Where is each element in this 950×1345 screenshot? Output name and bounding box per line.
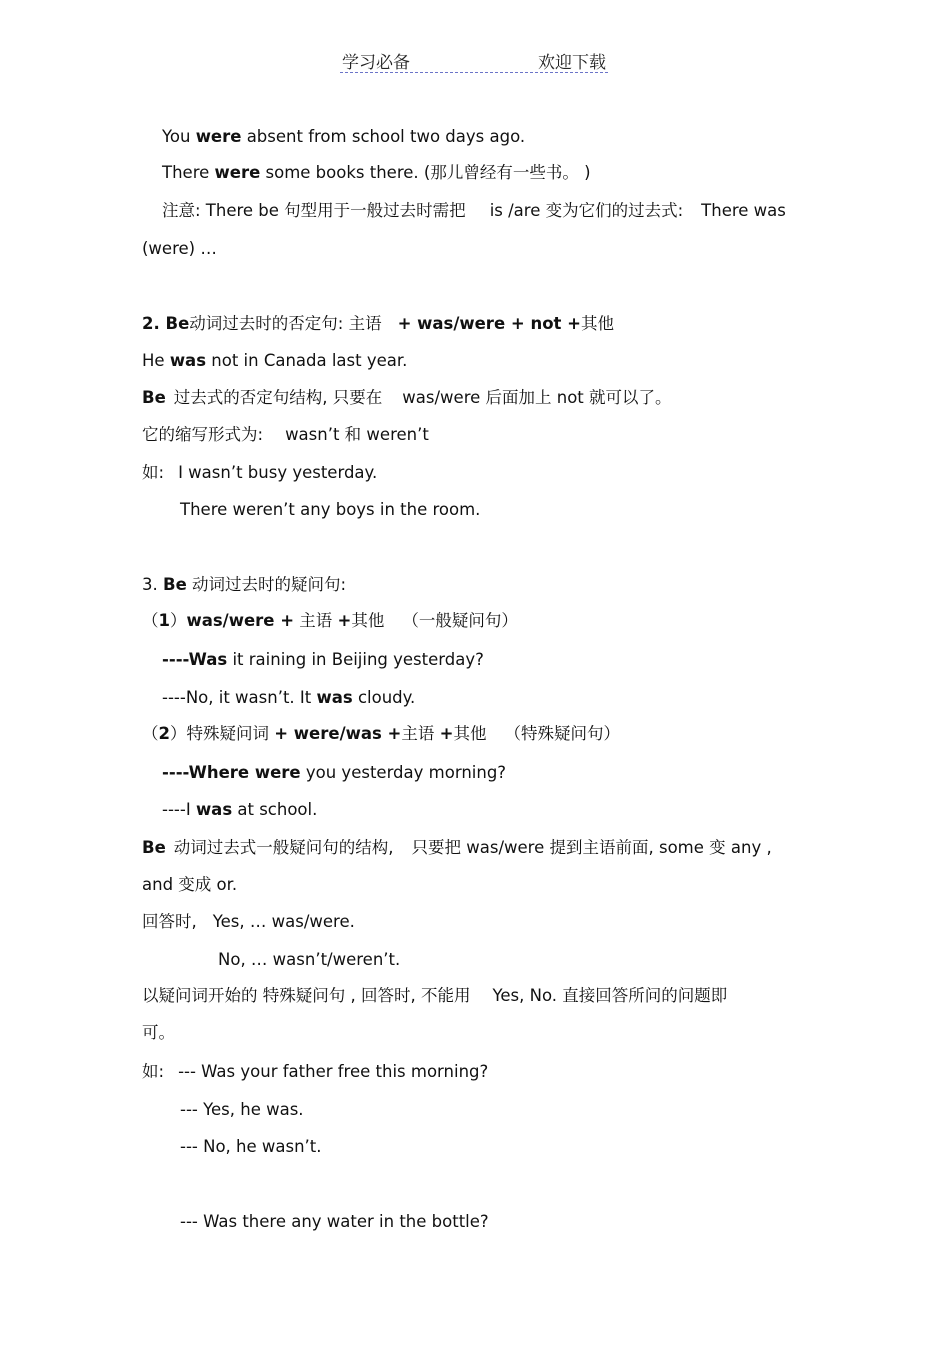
bold-text: ----Was <box>162 650 228 669</box>
example-line <box>162 126 525 148</box>
text: --- Was your father free this morning? <box>178 1062 489 1081</box>
bold-text: was <box>195 800 233 819</box>
text: 动词过去时的疑问句: <box>186 575 347 594</box>
text: 其他 <box>581 314 614 333</box>
text: some books there. ( <box>260 163 431 182</box>
bold-text: was <box>316 688 353 707</box>
text: 动词过去式一般疑问句的结构, <box>173 838 394 857</box>
text: （一般疑问句） <box>402 611 518 630</box>
dialogue-line <box>162 649 484 671</box>
dialogue-line <box>162 762 506 784</box>
text: wasn’t 和 weren’t <box>285 425 429 444</box>
bold-text: + was/were + not + <box>397 314 581 333</box>
text: Yes, No. 直接回答所问的问题即 <box>492 986 728 1005</box>
note-line-continued: (were) … <box>142 239 217 258</box>
example-line <box>142 350 407 372</box>
bold-text: Be <box>163 575 187 594</box>
section-heading-3 <box>142 574 346 596</box>
example-line <box>142 462 377 484</box>
text: was/were 后面加上 not 就可以了。 <box>402 388 672 407</box>
dialogue-line <box>162 799 317 821</box>
bold-text: 1 <box>158 611 170 630</box>
bold-text: 2 <box>158 724 170 743</box>
text: cloudy. <box>352 688 416 707</box>
text: 它的缩写形式为: <box>142 425 264 444</box>
text: is /are 变为它们的过去式: <box>489 201 684 220</box>
example-line <box>162 162 591 184</box>
subheading-line <box>142 610 518 632</box>
answer-rule-line <box>142 911 355 933</box>
text: 主语 <box>294 611 338 630</box>
rule-line <box>142 387 672 409</box>
text: 3. <box>142 575 163 594</box>
text: 动词过去时的否定句: 主语 <box>189 314 382 333</box>
dialogue-line: --- Was there any water in the bottle? <box>180 1212 489 1231</box>
subheading-line <box>142 723 620 745</box>
text: （ <box>142 724 159 743</box>
rule-line <box>142 424 429 446</box>
bold-text: Be <box>142 388 166 407</box>
rule-line-continued: 可。 <box>142 1023 175 1042</box>
bold-text: was <box>169 351 207 370</box>
text: ) <box>578 163 591 182</box>
bold-text: + <box>439 724 454 743</box>
text: There <box>162 163 215 182</box>
bold-text: + were/was + <box>274 724 402 743</box>
dialogue-line: --- No, he wasn’t. <box>180 1137 322 1156</box>
text: I wasn’t busy yesterday. <box>178 463 378 482</box>
rule-line <box>142 985 727 1007</box>
text: 其他 <box>351 611 385 630</box>
bold-text: were <box>195 127 242 146</box>
text: you yesterday morning? <box>300 763 507 782</box>
text: 只要把 was/were 提到主语前面, some 变 any , <box>411 838 772 857</box>
text: it raining in Beijing yesterday? <box>227 650 484 669</box>
text: He <box>142 351 170 370</box>
bold-text: Be <box>142 838 166 857</box>
page-header <box>340 46 608 73</box>
header-left-text: 学习必备 <box>342 53 410 73</box>
text: There was <box>701 201 786 220</box>
section-heading-2 <box>142 313 614 335</box>
text: You <box>162 127 196 146</box>
text: 主语 <box>401 724 440 743</box>
dialogue-line <box>142 1061 488 1083</box>
bold-text: was/were + <box>186 611 295 630</box>
bold-text: were <box>214 163 261 182</box>
answer-rule-line: No, … wasn’t/weren’t. <box>218 950 401 969</box>
text: ----I <box>162 800 196 819</box>
text: 过去式的否定句结构, 只要在 <box>173 388 383 407</box>
text: at school. <box>232 800 318 819</box>
bold-text: + <box>337 611 352 630</box>
rule-line <box>142 837 772 859</box>
text: 回答时, <box>142 912 197 931</box>
text: 以疑问词开始的 特殊疑问句 , 回答时, 不能用 <box>142 986 471 1005</box>
dialogue-line <box>162 687 415 709</box>
example-line: There weren’t any boys in the room. <box>180 500 481 519</box>
note-line <box>162 200 786 222</box>
text: absent from school two days ago. <box>241 127 526 146</box>
text: 那儿曾经有一些书。 <box>430 163 579 182</box>
text: 如: <box>142 1062 165 1081</box>
text: 如: <box>142 463 165 482</box>
text: 其他 <box>453 724 487 743</box>
text: （特殊疑问句） <box>504 724 620 743</box>
text: not in Canada last year. <box>206 351 408 370</box>
text: ----No, it wasn’t. It <box>162 688 317 707</box>
text: ） <box>169 611 187 630</box>
rule-line-continued: and 变成 or. <box>142 875 238 894</box>
header-right-text: 欢迎下载 <box>538 53 606 73</box>
bold-text: 2. Be <box>142 314 190 333</box>
text: Yes, … was/were. <box>212 912 355 931</box>
dialogue-line: --- Yes, he was. <box>180 1100 304 1119</box>
text: （ <box>142 611 159 630</box>
bold-text: ----Where were <box>162 763 301 782</box>
text: 注意: There be 句型用于一般过去时需把 <box>162 201 466 220</box>
text: ）特殊疑问词 <box>169 724 275 743</box>
